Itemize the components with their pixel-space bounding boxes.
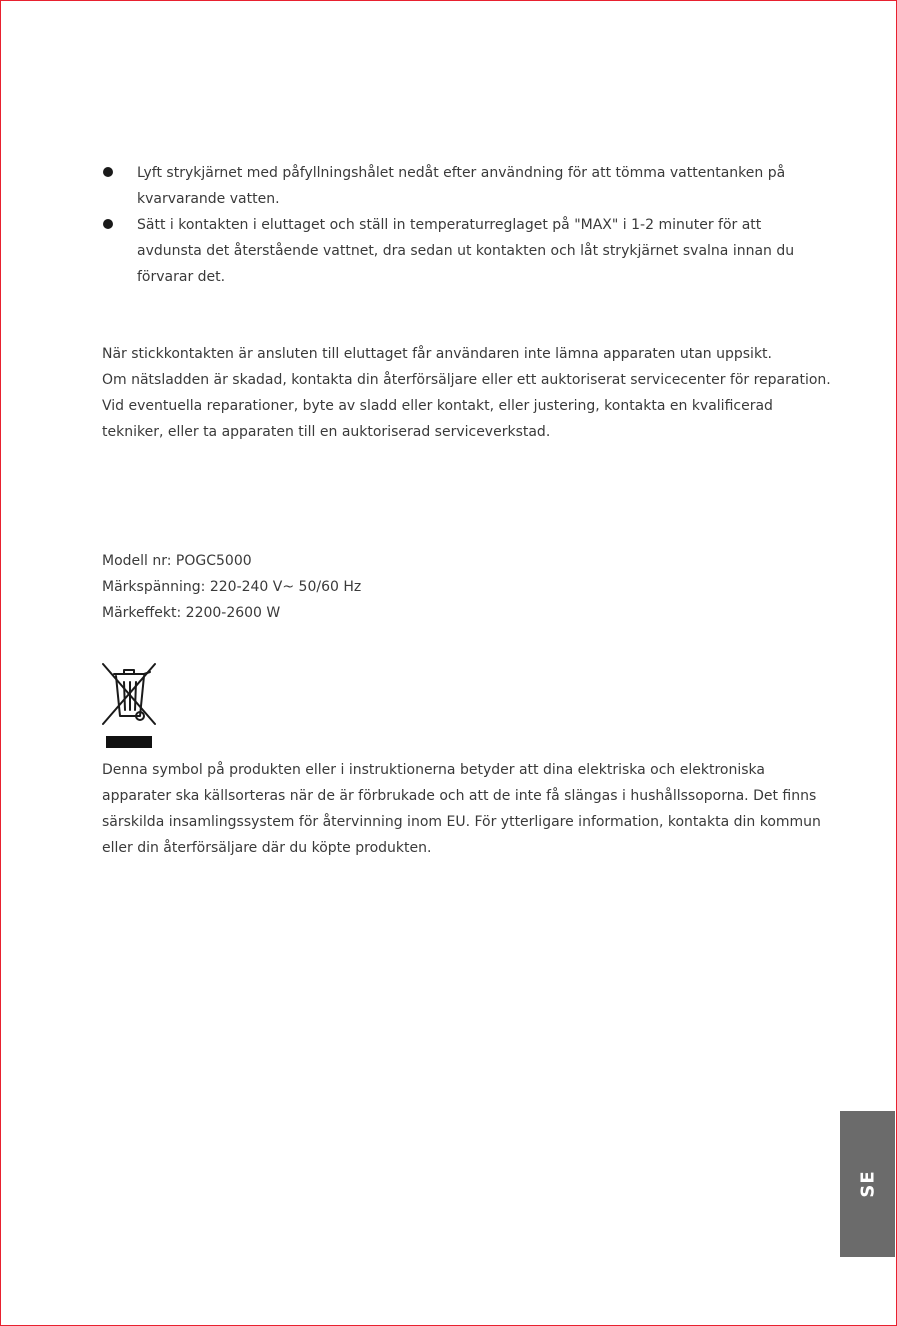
bullet-text: Sätt i kontakten i eluttaget och ställ in temperaturreglaget på "MAX" i 1-2 minuter för att avdunsta det återstående vattnet, dra sedan ut kontakten och låt strykjärnet svalna innan du förvarar det. xyxy=(137,217,795,285)
safety-line: Om nätsladden är skadad, kontakta din återförsäljare eller ett auktoriserat servicecenter för reparation. xyxy=(102,372,831,388)
rated-power: Märkeffekt: 2200-2600 W xyxy=(102,605,281,621)
language-tab xyxy=(840,1111,895,1257)
language-tab-label: SE xyxy=(857,1170,878,1198)
usage-bullet-list xyxy=(102,160,822,290)
rated-voltage: Märkspänning: 220-240 V~ 50/60 Hz xyxy=(102,579,362,595)
safety-line: Vid eventuella reparationer, byte av sladd eller kontakt, eller justering, kontakta en kvalificerad tekniker, eller ta apparaten till en auktoriserad serviceverkstad. xyxy=(102,398,773,440)
crossed-out-wheelie-bin-icon xyxy=(100,660,158,752)
safety-section xyxy=(102,341,832,445)
weee-disposal-text xyxy=(102,757,832,861)
model-number: Modell nr: POGC5000 xyxy=(102,553,252,569)
bullet-text: Lyft strykjärnet med påfyllningshålet nedåt efter användning för att tömma vattentanken på kvarvarande vatten. xyxy=(137,165,786,207)
bullet-dot-icon xyxy=(103,219,113,229)
safety-line: När stickkontakten är ansluten till eluttaget får användaren inte lämna apparaten utan uppsikt. xyxy=(102,346,772,362)
specs-section xyxy=(102,548,832,626)
weee-paragraph: Denna symbol på produkten eller i instruktionerna betyder att dina elektriska och elektroniska apparater ska källsorteras när de är förbrukade och att de inte få slängas i hushållssoporna. Det finns särskilda insamlingssystem för återvinning inom EU. För ytterligare information, kontakta din kommun eller din återförsäljare där du köpte produkten. xyxy=(102,762,821,856)
bullet-dot-icon xyxy=(103,167,113,177)
list-item xyxy=(102,212,822,290)
list-item xyxy=(102,160,822,212)
